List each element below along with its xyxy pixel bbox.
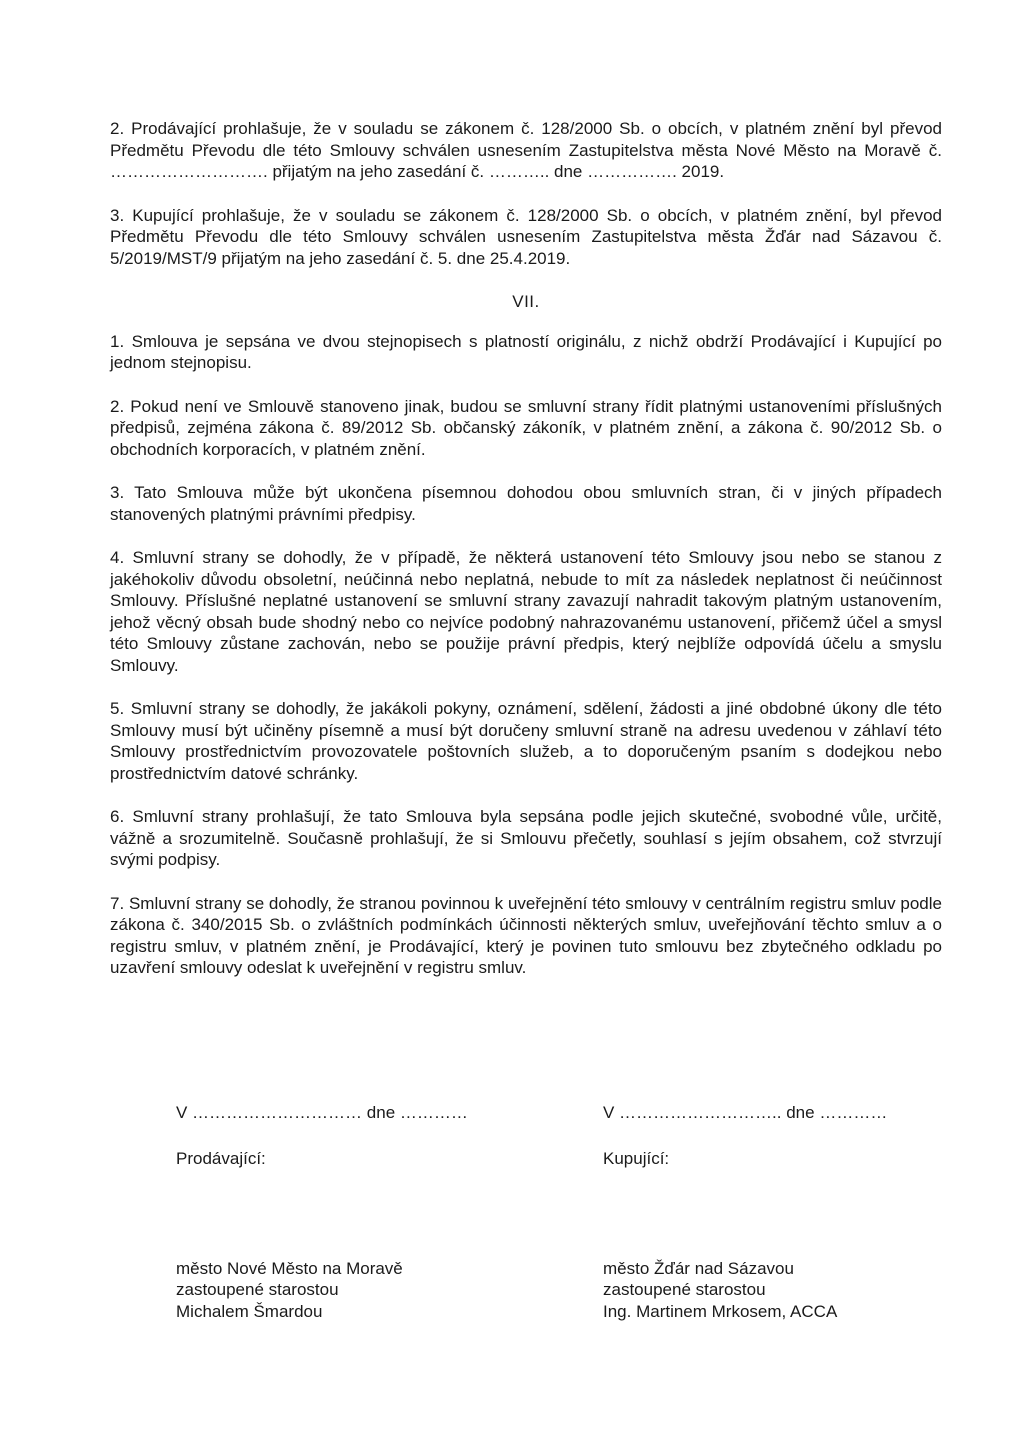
- buyer-place-date-line: V ……………………….. dne …………: [603, 1103, 888, 1122]
- buyer-role-label: Kupující:: [603, 1149, 670, 1168]
- clause-5-notices: 5. Smluvní strany se dohodly, že jakákoli pokyny, oznámení, sdělení, žádosti a jiné obdobné úkony dle této Smlouvy musí být učiněny písemně a musí být doručeny smluvní straně na adresu uvedenou v záhlaví této Smlouvy prostřednictvím provozovatele poštovních služeb, a to doporučeným psaním s dodejkou nebo prostřednictvím datové schránky.: [110, 699, 942, 783]
- seller-representative-name: Michalem Šmardou: [176, 1301, 323, 1321]
- buyer-party-name: město Žďár nad Sázavou: [603, 1258, 794, 1278]
- section-heading-vii: VII.: [512, 292, 540, 311]
- clause-6-free-will: 6. Smluvní strany prohlašují, že tato Smlouva byla sepsána podle jejich skutečné, svobodné vůle, určitě, vážně a srozumitelně. Současně prohlašují, že si Smlouvu přečetly, souhlasí s jejím obsahem, což stvrzují svými podpisy.: [110, 807, 942, 869]
- buyer-signature-block: [603, 1102, 923, 1322]
- clause-2-governing-law: 2. Pokud není ve Smlouvě stanoveno jinak, budou se smluvní strany řídit platnými ustanoveními příslušných předpisů, zejména zákona č. 89/2012 Sb. občanský zákoník, v platném znění, a zákona č. 90/2012 Sb. o obchodních korporacích, v platném znění.: [110, 396, 942, 459]
- seller-role-label: Prodávající:: [176, 1149, 266, 1168]
- buyer-representative-name: Ing. Martinem Mrkosem, ACCA: [603, 1301, 838, 1321]
- seller-declaration-paragraph: 2. Prodávající prohlašuje, že v souladu se zákonem č. 128/2000 Sb. o obcích, v platném znění byl převod Předmětu Převodu dle této Smlouvy schválen usnesením Zastupitelstva města Nové Město na Moravě č. ………………………. přijatým na jeho zasedání č. ……….. dne ……………. 2019.: [110, 119, 942, 181]
- seller-representation: zastoupené starostou: [176, 1280, 339, 1299]
- seller-party-details: [176, 1258, 496, 1323]
- seller-party-name: město Nové Město na Moravě: [176, 1258, 403, 1278]
- clause-3-termination: 3. Tato Smlouva může být ukončena písemnou dohodou obou smluvních stran, či v jiných případech stanovených platnými právními předpisy.: [110, 483, 942, 524]
- buyer-party-details: [603, 1258, 923, 1323]
- seller-signature-block: [176, 1102, 496, 1322]
- clause-7-contract-registry: 7. Smluvní strany se dohodly, že stranou povinnou k uveřejnění této smlouvy v centrálním registru smluv podle zákona č. 340/2015 Sb. o zvláštních podmínkách účinnosti některých smluv, uveřejňování těchto smluv a o registru smluv, v platném znění, je Prodávající, který je povinen tuto smlouvu bez zbytečného odkladu po uzavření smlouvy odeslat k uveřejnění v registru smluv.: [110, 893, 942, 977]
- seller-place-date-line: V ………………………… dne …………: [176, 1103, 468, 1122]
- contract-body: [110, 118, 942, 1001]
- buyer-declaration-paragraph: 3. Kupující prohlašuje, že v souladu se zákonem č. 128/2000 Sb. o obcích, v platném znění, byl převod Předmětu Převodu dle této Smlouvy schválen usnesením Zastupitelstva města Žďár nad Sázavou č. 5/2019/MST/9 přijatým na jeho zasedání č. 5. dne 25.4.2019.: [110, 205, 942, 268]
- buyer-representation: zastoupené starostou: [603, 1280, 766, 1299]
- clause-4-severability: 4. Smluvní strany se dohodly, že v případě, že některá ustanovení této Smlouvy jsou nebo se stanou z jakéhokoliv důvodu obsoletní, neúčinná nebo neplatná, nebude to mít za následek neplatnost či neúčinnost Smlouvy. Příslušné neplatné ustanovení se smluvní strany zavazují nahradit takovým platným ustanovením, jehož věcný obsah bude shodný nebo co nejvíce podobný nahrazovanému ustanovení, přičemž účel a smysl této Smlouvy zůstane zachován, nebo se použije právní předpis, který nejblíže odpovídá účelu a smyslu Smlouvy.: [110, 548, 942, 675]
- clause-1-counterparts: 1. Smlouva je sepsána ve dvou stejnopisech s platností originálu, z nichž obdrží Prodávající i Kupující po jednom stejnopisu.: [110, 331, 942, 372]
